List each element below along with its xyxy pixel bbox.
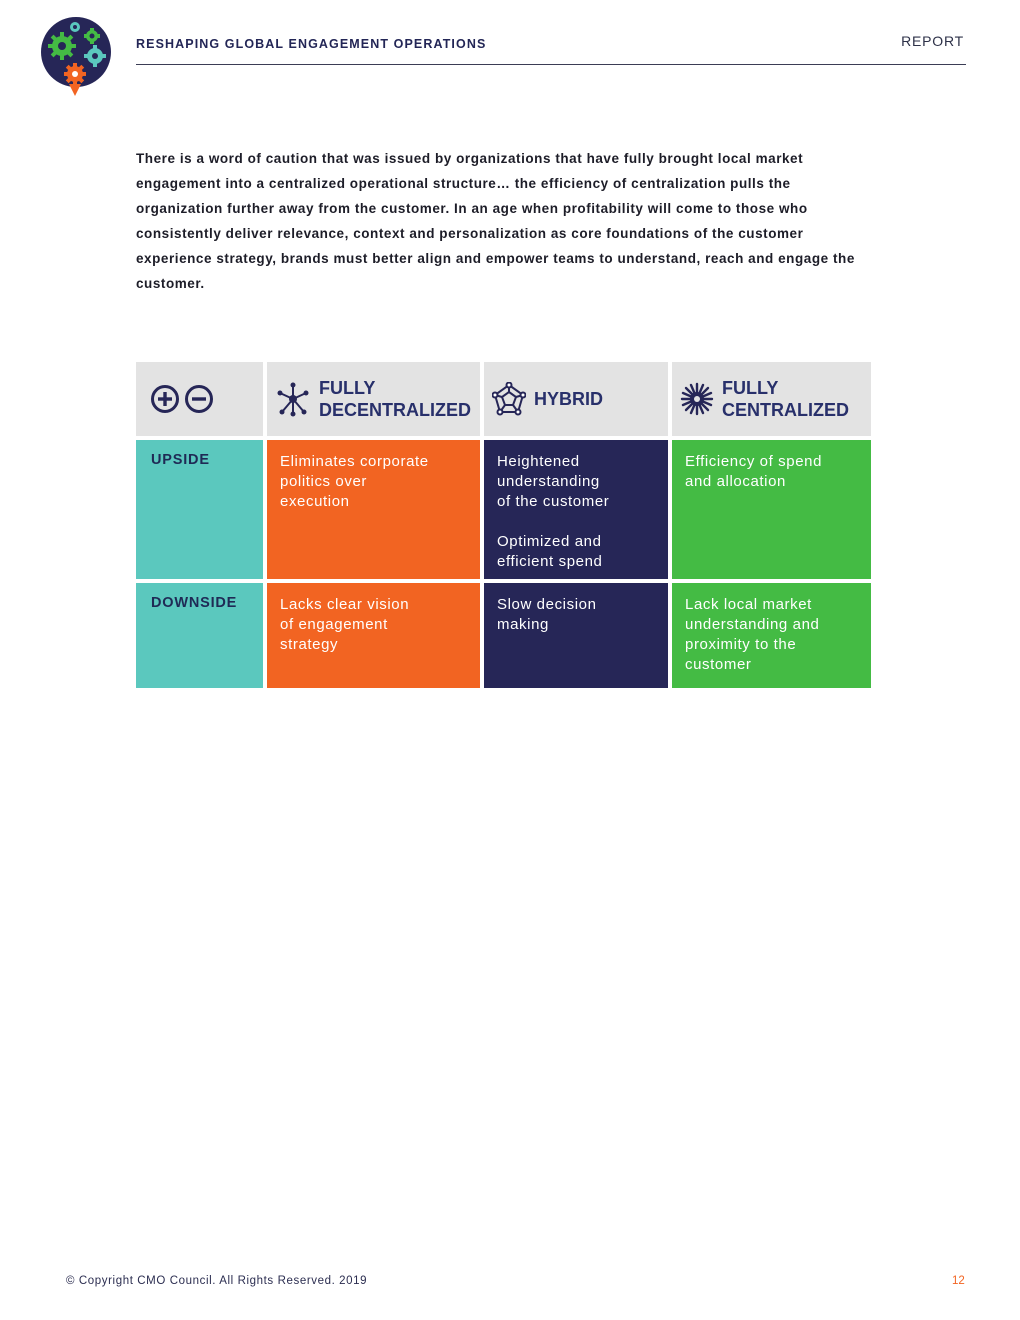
header-divider: [136, 64, 966, 65]
comparison-table: [136, 362, 871, 688]
downside-centralized-cell: Lack local market understanding and proximity to the customer: [672, 583, 871, 688]
page-number: 12: [952, 1275, 965, 1287]
plus-circle-icon: [150, 384, 180, 414]
row-label-upside: UPSIDE: [136, 440, 263, 579]
column-header-decentralized: [267, 362, 480, 436]
report-label: REPORT: [901, 33, 964, 49]
upside-hybrid-cell: Heightened understanding of the customer Optimized and efficient spend: [484, 440, 668, 579]
row-label-downside: DOWNSIDE: [136, 583, 263, 688]
column-header-centralized: [672, 362, 871, 436]
cmo-gears-logo-icon: [40, 16, 112, 98]
hybrid-network-icon: [492, 382, 526, 416]
downside-hybrid-cell: Slow decision making: [484, 583, 668, 688]
downside-decentralized-cell: Lacks clear vision of engagement strategy: [267, 583, 480, 688]
centralized-network-icon: [680, 382, 714, 416]
column-header-hybrid: [484, 362, 668, 436]
upside-centralized-cell: Efficiency of spend and allocation: [672, 440, 871, 579]
column-label-hybrid: HYBRID: [534, 389, 604, 409]
intro-paragraph: There is a word of caution that was issued by organizations that have fully brought local market engagement into a centralized operational structure… the efficiency of centralization pulls the organization further away from the customer. In an age when profitability will come to those who consistently deliver relevance, context and personalization as core foundations of the customer experience strategy, brands must better align and empower teams to understand, reach and engage the customer.: [136, 151, 855, 291]
decentralized-network-icon: [275, 381, 311, 417]
corner-header-cell: [136, 362, 263, 436]
column-label-decentralized: FULLY DECENTRALIZED: [319, 378, 471, 420]
running-title: RESHAPING GLOBAL ENGAGEMENT OPERATIONS: [136, 37, 487, 51]
copyright-notice: © Copyright CMO Council. All Rights Reserved. 2019: [66, 1275, 368, 1287]
minus-circle-icon: [184, 384, 214, 414]
upside-decentralized-cell: Eliminates corporate politics over execution: [267, 440, 480, 579]
column-label-centralized: FULLY CENTRALIZED: [722, 378, 849, 420]
